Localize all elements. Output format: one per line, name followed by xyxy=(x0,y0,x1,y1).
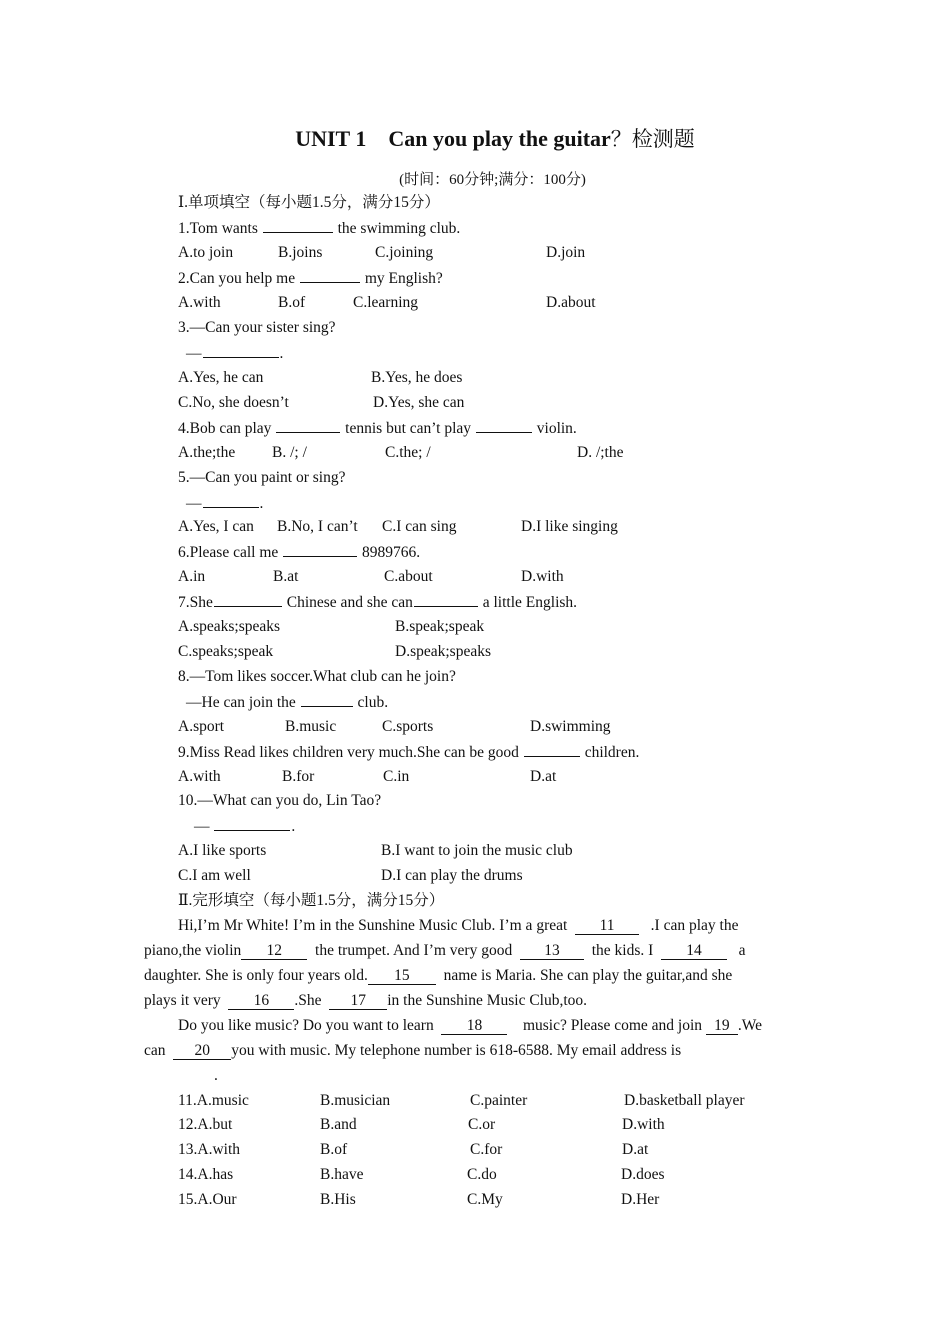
cloze-option: D.does xyxy=(621,1166,665,1183)
q2-stem: 2.Can you help me my English? xyxy=(178,270,443,287)
q5-stem: 5.—Can you paint or sing? xyxy=(178,469,346,486)
page-title xyxy=(0,122,950,153)
q6-option-d: D.with xyxy=(521,568,564,585)
answer-blank xyxy=(283,542,357,557)
q2-option-d: D.about xyxy=(546,294,596,311)
time-score-info: (时间：60分钟;满分：100分) xyxy=(399,172,586,188)
cloze-option: 14.A.has xyxy=(178,1166,234,1183)
answer-blank xyxy=(203,493,259,508)
q9-option-c: C.in xyxy=(383,768,410,785)
answer-blank xyxy=(414,592,478,607)
q9-stem: 9.Miss Read likes children very much.She can be good children. xyxy=(178,744,640,761)
blank-number: 18 xyxy=(441,1018,507,1035)
passage-line: . xyxy=(214,1067,218,1084)
q8-reply: —He can join the club. xyxy=(186,694,389,711)
cloze-option: C.do xyxy=(467,1166,497,1183)
section2-heading: Ⅱ.完形填空（每小题1.5分，满分15分） xyxy=(178,892,445,909)
blank-number: 15 xyxy=(368,968,436,985)
q4-option-b: B. /; / xyxy=(272,444,307,461)
blank-number: 13 xyxy=(520,943,584,960)
cloze-option: 11.A.music xyxy=(178,1092,249,1109)
q3-option-a: A.Yes, he can xyxy=(178,369,264,386)
q7-option-d: D.speak;speaks xyxy=(395,643,491,660)
blank-number: 16 xyxy=(228,993,294,1010)
cloze-option: D.Her xyxy=(621,1191,660,1208)
cloze-option: B.His xyxy=(320,1191,356,1208)
q1-stem: 1.Tom wants the swimming club. xyxy=(178,220,461,237)
q5-option-c: C.I can sing xyxy=(382,518,457,535)
blank-number: 17 xyxy=(329,993,387,1010)
q10-option-a: A.I like sports xyxy=(178,842,267,859)
blank-number: 11 xyxy=(575,918,639,935)
cloze-option: B.and xyxy=(320,1116,357,1133)
q2-option-a: A.with xyxy=(178,294,221,311)
q8-option-a: A.sport xyxy=(178,718,225,735)
title-chinese: ？检测题 xyxy=(610,127,695,151)
q9-option-b: B.for xyxy=(282,768,315,785)
q4-stem: 4.Bob can play tennis but can’t play violin. xyxy=(178,420,577,437)
answer-blank xyxy=(214,816,290,831)
blank-number: 19 xyxy=(706,1018,738,1035)
cloze-option: D.with xyxy=(622,1116,665,1133)
answer-blank xyxy=(276,418,340,433)
q1-option-d: D.join xyxy=(546,244,586,261)
q5-option-b: B.No, I can’t xyxy=(277,518,358,535)
q4-option-a: A.the;the xyxy=(178,444,236,461)
q3-option-d: D.Yes, she can xyxy=(373,394,465,411)
cloze-option: 13.A.with xyxy=(178,1141,240,1158)
q10-option-c: C.I am well xyxy=(178,867,251,884)
passage-line: daughter. She is only four years old. 15 name is Maria. She can play the guitar,and she xyxy=(144,967,733,984)
section1-heading: Ⅰ.单项填空（每小题1.5分，满分15分） xyxy=(178,194,440,211)
cloze-option: 12.A.but xyxy=(178,1116,233,1133)
q8-option-b: B.music xyxy=(285,718,337,735)
cloze-option: B.have xyxy=(320,1166,364,1183)
q1-option-c: C.joining xyxy=(375,244,434,261)
answer-blank xyxy=(300,268,360,283)
q5-reply: — . xyxy=(186,495,264,512)
cloze-option: B.musician xyxy=(320,1092,391,1109)
q2-option-b: B.of xyxy=(278,294,306,311)
cloze-option: B.of xyxy=(320,1141,348,1158)
q8-option-d: D.swimming xyxy=(530,718,611,735)
q6-option-b: B.at xyxy=(273,568,299,585)
blank-number: 20 xyxy=(173,1043,231,1060)
q6-option-a: A.in xyxy=(178,568,206,585)
q10-option-b: B.I want to join the music club xyxy=(381,842,573,859)
q7-stem: 7.She Chinese and she can a little English. xyxy=(178,594,578,611)
q6-option-c: C.about xyxy=(384,568,433,585)
cloze-option: C.painter xyxy=(470,1092,528,1109)
cloze-option: D.basketball player xyxy=(624,1092,745,1109)
title-english: UNIT 1 Can you play the guitar xyxy=(295,126,611,151)
q6-stem: 6.Please call me 8989766. xyxy=(178,544,421,561)
q3-option-c: C.No, she doesn’t xyxy=(178,394,289,411)
answer-blank xyxy=(524,742,580,757)
answer-blank xyxy=(214,592,282,607)
answer-blank xyxy=(263,218,333,233)
blank-number: 12 xyxy=(241,943,307,960)
q7-option-c: C.speaks;speak xyxy=(178,643,274,660)
cloze-option: C.My xyxy=(467,1191,503,1208)
answer-blank xyxy=(203,343,279,358)
q5-option-d: D.I like singing xyxy=(521,518,618,535)
answer-blank xyxy=(301,692,353,707)
cloze-option: C.for xyxy=(470,1141,503,1158)
q5-option-a: A.Yes, I can xyxy=(178,518,254,535)
q10-option-d: D.I can play the drums xyxy=(381,867,523,884)
q8-option-c: C.sports xyxy=(382,718,434,735)
answer-blank xyxy=(476,418,532,433)
q3-reply: — . xyxy=(186,345,284,362)
q8-stem: 8.—Tom likes soccer.What club can he join? xyxy=(178,668,456,685)
q10-stem: 10.—What can you do, Lin Tao? xyxy=(178,792,382,809)
q2-option-c: C.learning xyxy=(353,294,418,311)
q9-option-d: D.at xyxy=(530,768,557,785)
q9-option-a: A.with xyxy=(178,768,221,785)
q1-option-b: B.joins xyxy=(278,244,323,261)
passage-line: piano,the violin 12 the trumpet. And I’m very good 13 the kids. I 14 a xyxy=(144,942,746,959)
q10-reply: — . xyxy=(194,818,296,835)
q3-stem: 3.—Can your sister sing? xyxy=(178,319,336,336)
q4-option-c: C.the; / xyxy=(385,444,431,461)
cloze-option: 15.A.Our xyxy=(178,1191,237,1208)
cloze-option: C.or xyxy=(468,1116,496,1133)
passage-line: can 20 you with music. My telephone number is 618-6588. My email address is xyxy=(144,1042,682,1059)
q1-option-a: A.to join xyxy=(178,244,234,261)
passage-line: Hi,I’m Mr White! I’m in the Sunshine Music Club. I’m a great 11 .I can play the xyxy=(178,917,739,934)
q7-option-b: B.speak;speak xyxy=(395,618,485,635)
passage-line: Do you like music? Do you want to learn 18 music? Please come and join 19 .We xyxy=(178,1017,763,1034)
q3-option-b: B.Yes, he does xyxy=(371,369,463,386)
blank-number: 14 xyxy=(661,943,727,960)
q4-option-d: D. /;the xyxy=(577,444,624,461)
q7-option-a: A.speaks;speaks xyxy=(178,618,281,635)
passage-line: plays it very 16 .She 17 in the Sunshine Music Club,too. xyxy=(144,992,588,1009)
cloze-option: D.at xyxy=(622,1141,649,1158)
